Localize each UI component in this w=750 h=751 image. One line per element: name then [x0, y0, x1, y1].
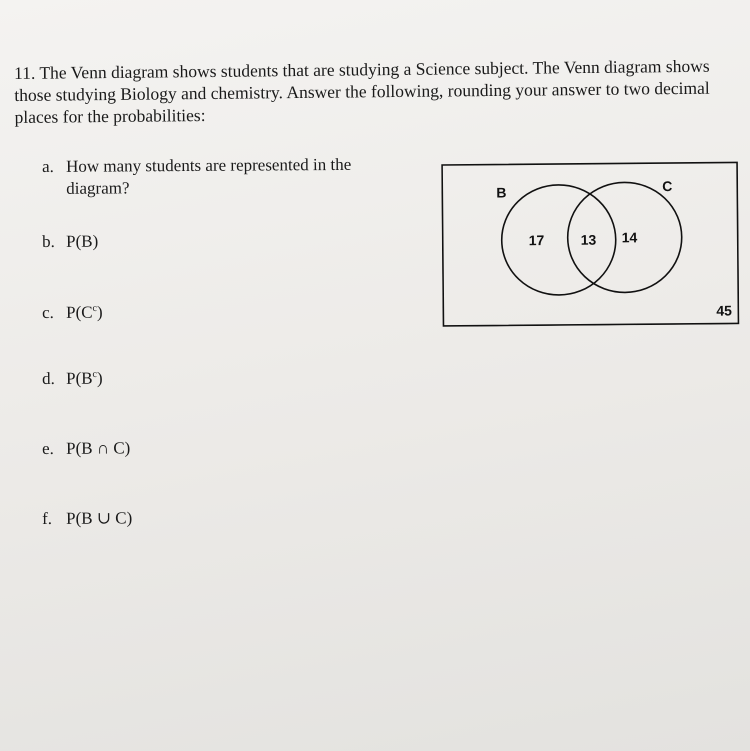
part-d-sup: c	[92, 368, 98, 380]
part-e-text: P(B ∩ C)	[66, 438, 131, 458]
venn-both: 13	[580, 231, 597, 248]
part-d	[42, 368, 103, 390]
venn-only-b: 17	[528, 232, 545, 249]
question-text: The Venn diagram shows students that are studying a Science subject. The Venn diagram shows those studying Biology and chemistry. Answer the following, rounding your answer to two decimal places for the probabilities:	[14, 55, 710, 127]
part-b-text: P(B)	[66, 231, 99, 251]
part-a-letter: a.	[42, 156, 54, 176]
part-e	[42, 437, 130, 460]
part-c-sup: c	[92, 302, 98, 314]
part-f-text: P(B ∪ C)	[66, 508, 133, 528]
part-a-line2: diagram?	[66, 178, 130, 198]
part-e-letter: e.	[42, 438, 54, 458]
part-d-post: )	[96, 368, 103, 388]
part-b	[42, 231, 98, 253]
part-c-post: )	[96, 302, 103, 322]
part-b-letter: b.	[42, 231, 55, 251]
part-a	[42, 154, 351, 200]
part-a-line1: How many students are represented in the	[66, 154, 352, 176]
part-c-pre: P(C	[66, 302, 93, 322]
part-f	[42, 507, 132, 530]
venn-outside: 45	[716, 302, 732, 319]
venn-label-c: C	[662, 177, 673, 195]
part-c-letter: c.	[42, 302, 54, 322]
part-f-letter: f.	[42, 508, 53, 528]
venn-only-c: 14	[621, 229, 638, 246]
part-d-letter: d.	[42, 368, 55, 388]
question-11	[14, 54, 735, 128]
part-d-pre: P(B	[66, 368, 93, 388]
part-c	[42, 302, 103, 324]
venn-circle-b	[501, 184, 616, 295]
question-number: 11.	[14, 62, 36, 83]
venn-label-b: B	[496, 184, 507, 201]
venn-diagram	[441, 154, 739, 327]
